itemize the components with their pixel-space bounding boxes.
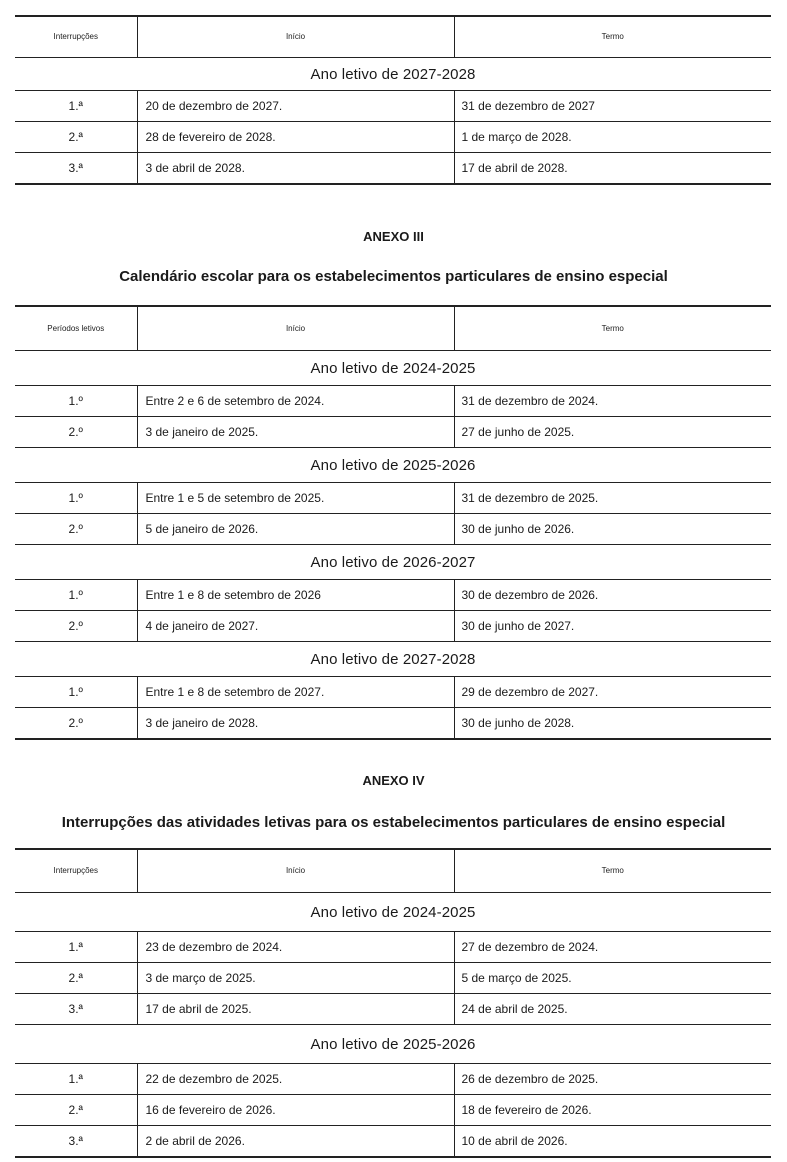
end-date: 30 de dezembro de 2026. [454, 580, 771, 611]
start-date: 23 de dezembro de 2024. [137, 932, 454, 963]
end-date: 26 de dezembro de 2025. [454, 1064, 771, 1095]
table-row [15, 932, 771, 963]
table-row [15, 91, 771, 122]
column-header-period: Interrupções [15, 16, 137, 58]
period-number: 1.º [15, 677, 137, 708]
school-year-row [15, 893, 771, 932]
school-year-title: Ano letivo de 2025-2026 [15, 448, 771, 483]
start-date: Entre 1 e 5 de setembro de 2025. [137, 483, 454, 514]
table-header-row [15, 849, 771, 893]
period-number: 1.º [15, 386, 137, 417]
annex-iii-calendar-table [15, 305, 771, 740]
period-number: 3.ª [15, 994, 137, 1025]
end-date: 30 de junho de 2027. [454, 611, 771, 642]
school-year-title: Ano letivo de 2026-2027 [15, 545, 771, 580]
period-number: 2.ª [15, 122, 137, 153]
period-number: 2.ª [15, 963, 137, 994]
start-date: 3 de abril de 2028. [137, 153, 454, 185]
school-year-title: Ano letivo de 2024-2025 [15, 893, 771, 932]
end-date: 29 de dezembro de 2027. [454, 677, 771, 708]
column-header-start: Início [137, 849, 454, 893]
school-year-title: Ano letivo de 2027-2028 [15, 642, 771, 677]
start-date: Entre 1 e 8 de setembro de 2026 [137, 580, 454, 611]
period-number: 1.ª [15, 91, 137, 122]
table-row [15, 1064, 771, 1095]
school-year-row [15, 545, 771, 580]
table-row [15, 417, 771, 448]
column-header-period: Períodos letivos [15, 306, 137, 351]
table-row [15, 963, 771, 994]
period-number: 2.º [15, 708, 137, 740]
start-date: 2 de abril de 2026. [137, 1126, 454, 1158]
table-row [15, 514, 771, 545]
column-header-start: Início [137, 16, 454, 58]
school-year-title: Ano letivo de 2025-2026 [15, 1025, 771, 1064]
end-date: 24 de abril de 2025. [454, 994, 771, 1025]
table-row [15, 994, 771, 1025]
start-date: 3 de março de 2025. [137, 963, 454, 994]
table-row [15, 1095, 771, 1126]
period-number: 1.º [15, 483, 137, 514]
column-header-period: Interrupções [15, 849, 137, 893]
period-number: 2.º [15, 417, 137, 448]
start-date: 3 de janeiro de 2028. [137, 708, 454, 740]
school-year-title: Ano letivo de 2027-2028 [15, 58, 771, 91]
period-number: 1.º [15, 580, 137, 611]
end-date: 27 de dezembro de 2024. [454, 932, 771, 963]
table-row [15, 483, 771, 514]
end-date: 17 de abril de 2028. [454, 153, 771, 185]
period-number: 2.º [15, 611, 137, 642]
start-date: 4 de janeiro de 2027. [137, 611, 454, 642]
table-row [15, 122, 771, 153]
end-date: 27 de junho de 2025. [454, 417, 771, 448]
end-date: 1 de março de 2028. [454, 122, 771, 153]
period-number: 3.ª [15, 1126, 137, 1158]
end-date: 18 de fevereiro de 2026. [454, 1095, 771, 1126]
table-header-row [15, 306, 771, 351]
end-date: 31 de dezembro de 2027 [454, 91, 771, 122]
period-number: 1.ª [15, 1064, 137, 1095]
school-year-row [15, 1025, 771, 1064]
table-row [15, 677, 771, 708]
annex-iv-title: ANEXO IV [362, 773, 425, 788]
start-date: 22 de dezembro de 2025. [137, 1064, 454, 1095]
annex-iii-title: ANEXO III [363, 229, 424, 244]
column-header-end: Termo [454, 849, 771, 893]
start-date: Entre 1 e 8 de setembro de 2027. [137, 677, 454, 708]
column-header-end: Termo [454, 16, 771, 58]
end-date: 30 de junho de 2028. [454, 708, 771, 740]
annex-iv-subtitle: Interrupções das atividades letivas para os estabelecimentos particulares de ensino especial [61, 814, 726, 831]
school-year-row [15, 642, 771, 677]
school-year-row [15, 448, 771, 483]
start-date: Entre 2 e 6 de setembro de 2024. [137, 386, 454, 417]
table-row [15, 708, 771, 740]
table-header-row [15, 16, 771, 58]
start-date: 20 de dezembro de 2027. [137, 91, 454, 122]
period-number: 3.ª [15, 153, 137, 185]
period-number: 2.º [15, 514, 137, 545]
end-date: 31 de dezembro de 2024. [454, 386, 771, 417]
annex-iii-subtitle: Calendário escolar para os estabelecimentos particulares de ensino especial [119, 268, 668, 285]
start-date: 16 de fevereiro de 2026. [137, 1095, 454, 1126]
table-row [15, 580, 771, 611]
end-date: 30 de junho de 2026. [454, 514, 771, 545]
column-header-start: Início [137, 306, 454, 351]
school-year-title: Ano letivo de 2024-2025 [15, 351, 771, 386]
table-row [15, 153, 771, 185]
start-date: 17 de abril de 2025. [137, 994, 454, 1025]
end-date: 10 de abril de 2026. [454, 1126, 771, 1158]
school-year-row [15, 58, 771, 91]
school-year-row [15, 351, 771, 386]
end-date: 5 de março de 2025. [454, 963, 771, 994]
start-date: 28 de fevereiro de 2028. [137, 122, 454, 153]
period-number: 2.ª [15, 1095, 137, 1126]
annex-iv-interruptions-table [15, 848, 771, 1158]
table-row [15, 1126, 771, 1158]
end-date: 31 de dezembro de 2025. [454, 483, 771, 514]
period-number: 1.ª [15, 932, 137, 963]
interruptions-table-2027-2028 [15, 15, 771, 185]
start-date: 3 de janeiro de 2025. [137, 417, 454, 448]
table-row [15, 386, 771, 417]
table-row [15, 611, 771, 642]
start-date: 5 de janeiro de 2026. [137, 514, 454, 545]
column-header-end: Termo [454, 306, 771, 351]
